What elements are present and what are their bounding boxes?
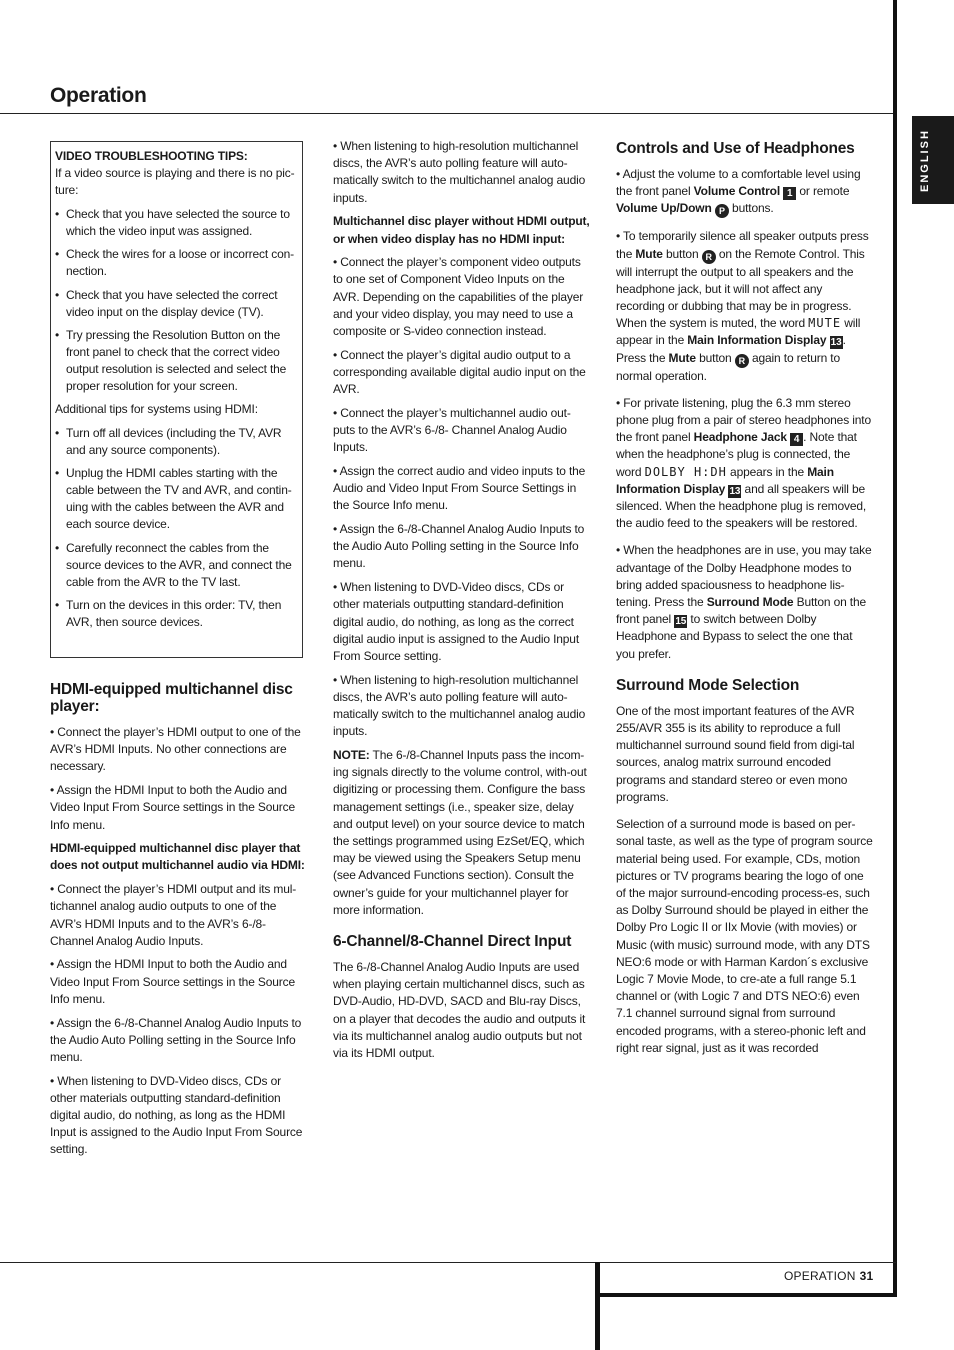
text-bold: Main Information Display xyxy=(687,333,827,348)
text-bold: Mute xyxy=(668,350,696,365)
paragraph xyxy=(616,228,874,384)
note-text: The 6-/8-Channel Inputs pass the incom-ing signals directly to the volume control, with-out digitizing or processing them. Configure the bass management settings (i.e., speaker size, delay and output level) on your source device to match the settings programmed using EzSet/EQ, which may be viewed using the Speakers Setup menu (see Advanced Functions section). Consult the owner’s guide for your multichannel player for more information. xyxy=(333,748,587,917)
text: . Press the xyxy=(616,333,846,365)
page-number: 31 xyxy=(859,1269,874,1283)
paragraph: • Connect the player’s HDMI output and its mul-tichannel analog audio outputs to one of the AVR’s HDMI Inputs and to the AVR’s 6-/8-Channel Analog Audio Inputs. xyxy=(50,882,297,948)
paragraph: • Connect the player’s component video outputs to one set of Component Video Inputs on the AVR. Depending on the capabilities of the player and your video display, you may need to use a composite or S-video connection instead. xyxy=(333,255,584,339)
text-bold: Volume Up/Down xyxy=(616,201,712,216)
paragraph: • When listening to high-resolution multichannel discs, the AVR’s auto polling feature will auto-matically switch to the multichannel analog audio inputs. xyxy=(333,139,586,205)
note-paragraph xyxy=(333,747,591,919)
tips-hdmi-intro: Additional tips for systems using HDMI: xyxy=(55,402,258,416)
text: or remote xyxy=(796,184,850,199)
tips-item: • Check that you have selected the correct video input on the display device (TV). xyxy=(55,287,298,321)
number-key-icon: 15 xyxy=(675,616,687,628)
surround-mode-heading: Surround Mode Selection xyxy=(616,676,800,694)
paragraph: Selection of a surround mode is based on per-sonal taste, as well as the type of program source material being used. For example, CDs, motion pictures or TV programs bearing the logo of one of the major surround-encoding process-es, such as Dolby Surround should be played in either the Dolby Pro Logic II or IIx Movie (with movies) or Music (with music) surround mode, with any DTS NEO:6 mode or with Harman Kardon´s exclusive Logic 7 Movie Mode, to cre-ate a full range 5.1 channel or (with Logic 7 and DTS NEO:6) even 7.1 channel surround signal from surround encoded programs, with a stereo-phonic left and right rear signal, just as it was recorded xyxy=(616,817,873,1055)
paragraph: One of the most important features of the AVR 255/AVR 355 is its ability to reproduce a full multichannel surround sound field from digi-tal sources, analog matrix surround encoded programs and standard stereo or even mono programs. xyxy=(616,703,855,804)
headphones-heading: Controls and Use of Headphones xyxy=(616,140,855,157)
text-bold: Volume Control xyxy=(693,184,781,199)
tips-item: • Try pressing the Resolution Button on the front panel to check that the correct video output resolution is selected and select the proper resolution for your screen. xyxy=(55,327,298,395)
text-bold: Main Information Display xyxy=(616,464,834,496)
text: . Note that when the headphone’s plug is connected, the word xyxy=(616,430,857,479)
text: will appear in the xyxy=(616,316,861,348)
paragraph: • Connect the player’s multichannel audio out-puts to the AVR’s 6-/8- Channel Analog Audio Inputs. xyxy=(333,405,571,455)
header-rule xyxy=(0,113,896,114)
footer-section: OPERATION xyxy=(784,1269,856,1283)
column-1 xyxy=(50,681,306,1165)
text: button xyxy=(695,350,735,365)
paragraph: • Connect the player’s HDMI output to one of the AVR’s HDMI Inputs. No other connections are necessary. xyxy=(50,725,301,774)
display-readout: MUTE xyxy=(808,316,842,331)
footer-vertical-rule xyxy=(595,1262,600,1350)
text: • For private listening, plug the 6.3 mm stereo phone plug from a pair of stereo headphones into the front panel xyxy=(616,395,871,445)
remote-button-icon: R xyxy=(735,354,749,368)
footer-rule xyxy=(0,1262,896,1263)
right-margin-rule xyxy=(893,0,897,1296)
paragraph: • Assign the HDMI Input to both the Audio and Video Input From Source settings in the Source Info menu. xyxy=(50,957,296,1006)
paragraph: • Assign the correct audio and video inputs to the Audio and Video Input From Source Settings in the Source Info menu. xyxy=(333,463,586,513)
column-2 xyxy=(333,138,591,1069)
hdmi-multichannel-heading: HDMI-equipped multichannel disc player: xyxy=(50,681,293,715)
text: to switch between Dolby Headphone and Bypass to select the one that you prefer. xyxy=(616,612,853,661)
text: buttons. xyxy=(728,201,774,216)
tips-title: VIDEO TROUBLESHOOTING TIPS: xyxy=(55,149,248,163)
text-bold: Mute xyxy=(635,246,663,261)
subheading: HDMI-equipped multichannel disc player that does not output multichannel audio via HDMI: xyxy=(50,841,305,873)
paragraph: • Assign the 6-/8-Channel Analog Audio Inputs to the Audio Auto Polling setting in the Source Info menu. xyxy=(333,522,585,571)
tips-hdmi-item: • Carefully reconnect the cables from the source devices to the AVR, and connect the cable from the AVR to the TV last. xyxy=(55,540,298,591)
direct-input-heading: 6-Channel/8-Channel Direct Input xyxy=(333,933,572,951)
paragraph: • Connect the player’s digital audio output to a corresponding available digital audio input on the AVR. xyxy=(333,347,586,397)
number-key-icon: 13 xyxy=(729,485,741,497)
text: on the Remote Control. This will interrupt the output to all speakers and the headphone jack, but it will not affect any recording or dubbing that may be in progress. When the system is muted, the word xyxy=(616,246,865,331)
paragraph xyxy=(616,166,874,218)
text-bold: Headphone Jack xyxy=(693,430,787,445)
language-tab-label: ENGLISH xyxy=(919,129,931,192)
tips-hdmi-item: • Turn off all devices (including the TV, AVR and any source components). xyxy=(55,425,298,459)
column-3 xyxy=(616,140,874,1063)
video-troubleshooting-tips-box xyxy=(50,141,303,658)
footer-label xyxy=(784,1269,873,1283)
paragraph xyxy=(616,542,874,662)
paragraph: • When listening to high-resolution multichannel discs, the AVR’s auto polling feature will auto-matically switch to the multichannel analog audio inputs. xyxy=(333,672,586,739)
tips-intro: If a video source is playing and there is no pic-ture: xyxy=(55,166,295,197)
note-label: NOTE: xyxy=(333,748,370,762)
text: • To temporarily silence all speaker outputs press the xyxy=(616,229,869,261)
page-title: Operation xyxy=(50,84,147,107)
text: appears in the xyxy=(726,464,808,479)
text: • Adjust the volume to a comfortable level using the front panel xyxy=(616,167,861,199)
language-tab xyxy=(912,116,954,204)
tips-item: • Check the wires for a loose or incorrect con-nection. xyxy=(55,246,298,280)
tips-item: • Check that you have selected the source to which the video input was assigned. xyxy=(55,206,298,240)
remote-button-icon: P xyxy=(715,204,729,218)
number-key-icon: 13 xyxy=(830,337,842,349)
tips-hdmi-item: • Turn on the devices in this order: TV, then AVR, then source devices. xyxy=(55,597,298,631)
footer-thick-rule xyxy=(597,1293,897,1297)
text: button xyxy=(662,246,702,261)
display-readout: DOLBY H:DH xyxy=(644,464,727,479)
text: • When the headphones are in use, you may take advantage of the Dolby Headphone modes to bring added spaciousness to headphone lis-tening. Press the xyxy=(616,543,872,610)
paragraph: The 6-/8-Channel Analog Audio Inputs are used when playing certain multichannel discs, such as DVD-Audio, HD-DVD, SACD and Blu-ray Discs, on a player that decodes the audio and outputs it via its multichannel analog audio outputs but not via its HDMI output. xyxy=(333,960,586,1061)
paragraph: • When listening to DVD-Video discs, CDs or other materials outputting standard-definition digital audio, do nothing, as long as the HDMI Input is assigned to the Audio Input From Source setting. xyxy=(50,1073,303,1157)
remote-button-icon: R xyxy=(702,250,716,264)
text: Button on the front panel xyxy=(616,595,867,627)
number-key-icon: 4 xyxy=(790,433,803,446)
paragraph: • Assign the 6-/8-Channel Analog Audio Inputs to the Audio Auto Polling setting in the Source Info menu. xyxy=(50,1015,302,1064)
number-key-icon: 1 xyxy=(783,187,796,200)
tips-hdmi-item: • Unplug the HDMI cables starting with the cable between the TV and AVR, and contin-uing with the cables between the AVR and each source device. xyxy=(55,465,298,533)
text: and all speakers will be silenced. When the headphone plug is removed, the audio feed to the speakers will be restored. xyxy=(616,481,867,531)
paragraph: • Assign the HDMI Input to both the Audio and Video Input From Source settings in the Source Info menu. xyxy=(50,783,296,832)
text: again to return to normal operation. xyxy=(616,350,840,383)
text-bold: Surround Mode xyxy=(706,595,794,610)
paragraph: • When listening to DVD-Video discs, CDs or other materials outputting standard-definition digital audio, do nothing, as long as the correct digital audio input is assigned to the Audio Input From Source setting. xyxy=(333,580,580,663)
subheading: Multichannel disc player without HDMI output, or when video display has no HDMI input: xyxy=(333,214,590,246)
paragraph xyxy=(616,395,874,533)
